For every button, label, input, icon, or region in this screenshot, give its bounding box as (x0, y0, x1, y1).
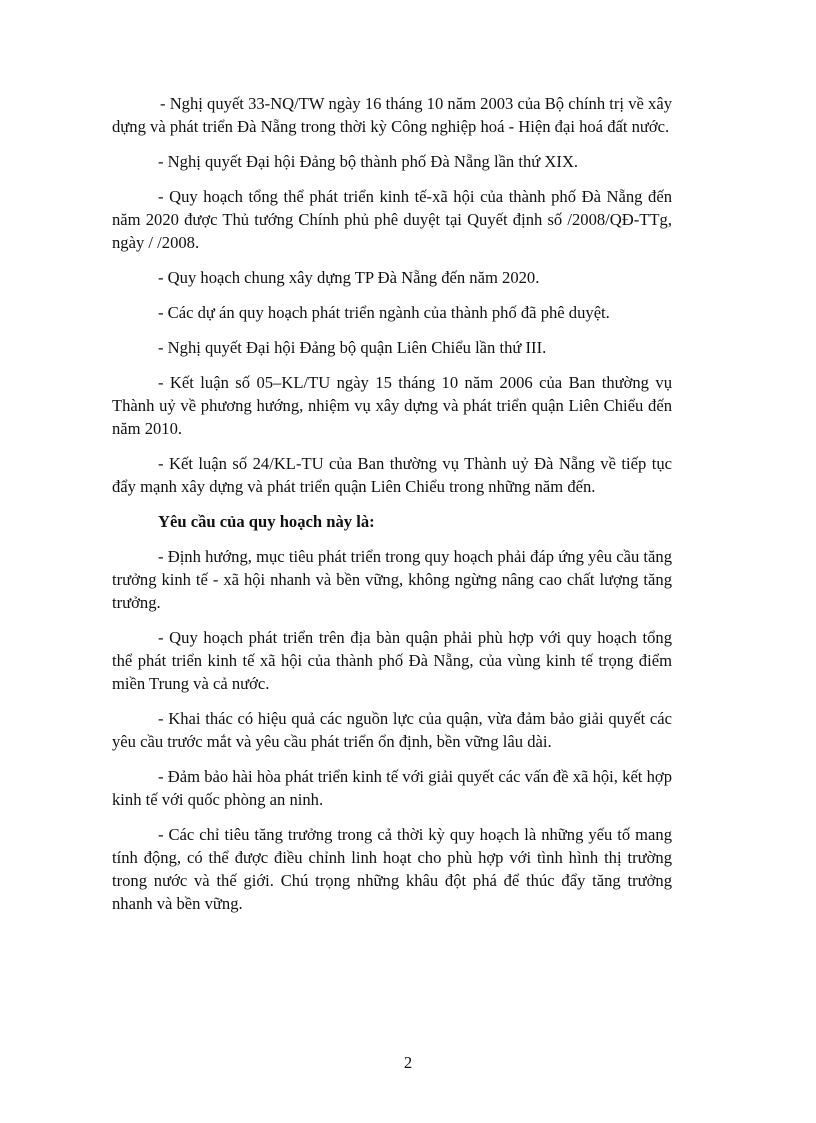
paragraph-conclusion-05: - Kết luận số 05–KL/TU ngày 15 tháng 10 năm 2006 của Ban thường vụ Thành uỷ về phương hướng, nhiệm vụ xây dựng và phát triển quận Liên Chiểu đến năm 2010. (112, 373, 672, 438)
requirements-heading: Yêu cầu của quy hoạch này là: (158, 512, 375, 531)
paragraph-master-plan-2020: - Quy hoạch tổng thể phát triển kinh tế-xã hội của thành phố Đà Nẵng đến năm 2020 được Thủ tướng Chính phủ phê duyệt tại Quyết định số /2008/QĐ-TTg, ngày / /2008. (112, 187, 672, 252)
paragraph-city-congress-xix: - Nghị quyết Đại hội Đảng bộ thành phố Đà Nẵng lần thứ XIX. (158, 152, 579, 171)
requirement-item: - Định hướng, mục tiêu phát triển trong quy hoạch phải đáp ứng yêu cầu tăng trưởng kinh tế - xã hội nhanh và bền vững, không ngừng nâng cao chất lượng tăng trưởng. (112, 547, 672, 612)
requirement-item: - Khai thác có hiệu quả các nguồn lực của quận, vừa đảm bảo giải quyết các yêu cầu trước mắt và yêu cầu phát triển ổn định, bền vững lâu dài. (112, 709, 672, 751)
paragraph-conclusion-24: - Kết luận số 24/KL-TU của Ban thường vụ Thành uỷ Đà Nẵng về tiếp tục đẩy mạnh xây dựng và phát triển quận Liên Chiểu trong những năm đến. (112, 454, 672, 496)
page-number: 2 (403, 1053, 413, 1072)
paragraph-district-congress-iii: - Nghị quyết Đại hội Đảng bộ quận Liên Chiểu lần thứ III. (158, 338, 547, 357)
requirement-item: - Quy hoạch phát triển trên địa bàn quận phải phù hợp với quy hoạch tổng thể phát triển kinh tế xã hội của thành phố Đà Nẵng, của vùng kinh tế trọng điểm miền Trung và cả nước. (112, 628, 672, 693)
paragraph-resolution-33: - Nghị quyết 33-NQ/TW ngày 16 tháng 10 năm 2003 của Bộ chính trị về xây dựng và phát triển Đà Nẵng trong thời kỳ Công nghiệp hoá - Hiện đại hoá đất nước. (112, 94, 672, 136)
document-page (112, 92, 672, 927)
requirement-item: - Đảm bảo hài hòa phát triển kinh tế với giải quyết các vấn đề xã hội, kết hợp kinh tế với quốc phòng an ninh. (112, 767, 672, 809)
requirement-item: - Các chỉ tiêu tăng trưởng trong cả thời kỳ quy hoạch là những yếu tố mang tính động, có thể được điều chỉnh linh hoạt cho phù hợp với tình hình thị trường trong nước và thế giới. Chú trọng những khâu đột phá để thúc đẩy tăng trưởng nhanh và bền vững. (112, 825, 672, 913)
paragraph-sector-projects: - Các dự án quy hoạch phát triển ngành của thành phố đã phê duyệt. (158, 303, 610, 322)
paragraph-construction-plan: - Quy hoạch chung xây dựng TP Đà Nẵng đến năm 2020. (158, 268, 540, 287)
